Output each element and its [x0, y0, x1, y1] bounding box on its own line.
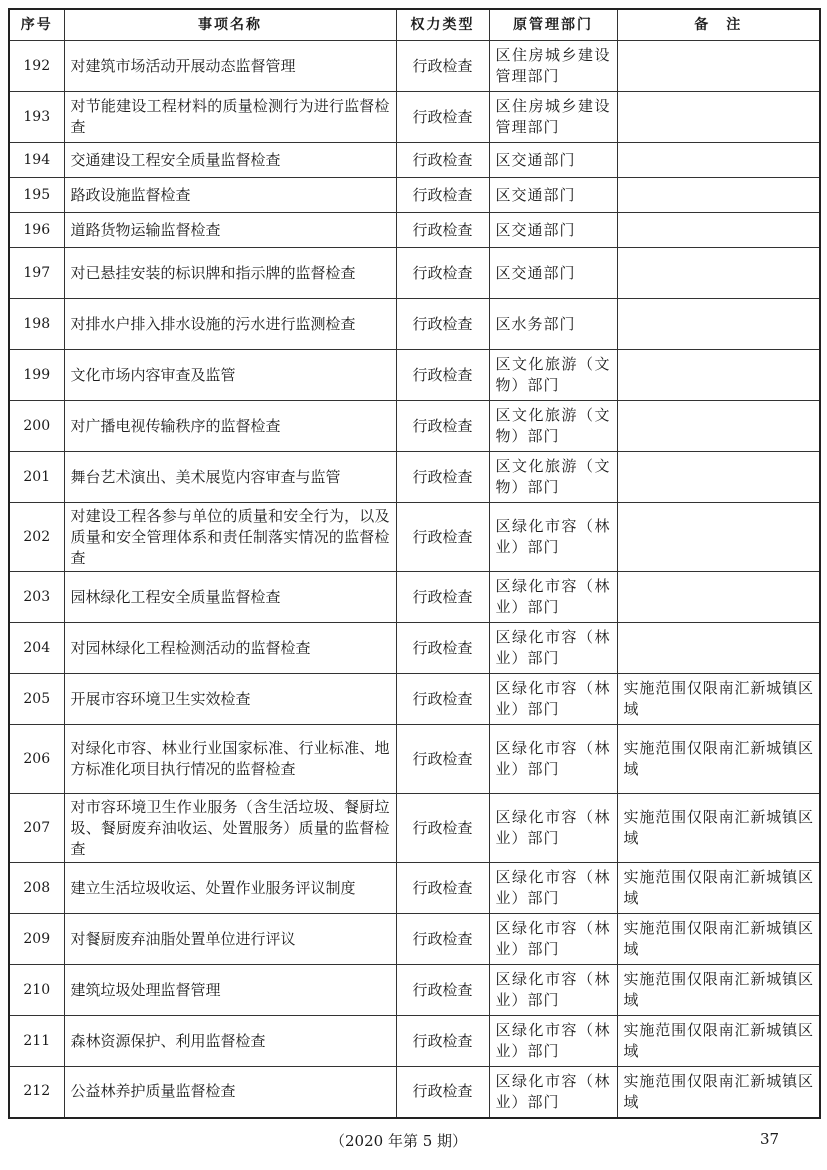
row-power-type: 行政检查	[396, 41, 489, 92]
row-power-type: 行政检查	[396, 794, 489, 863]
row-serial-number: 194	[9, 143, 64, 178]
row-original-department: 区绿化市容（林业）部门	[489, 794, 617, 863]
row-power-type: 行政检查	[396, 401, 489, 452]
row-remarks	[617, 299, 820, 350]
row-original-department: 区文化旅游（文物）部门	[489, 401, 617, 452]
row-remarks	[617, 503, 820, 572]
row-power-type: 行政检查	[396, 452, 489, 503]
row-item-name: 对绿化市容、林业行业国家标准、行业标准、地方标准化项目执行情况的监督检查	[64, 725, 396, 794]
row-remarks: 实施范围仅限南汇新城镇区域	[617, 1016, 820, 1067]
row-remarks	[617, 143, 820, 178]
row-power-type: 行政检查	[396, 503, 489, 572]
power-list-table	[8, 8, 821, 1119]
table-row	[9, 299, 820, 350]
row-remarks	[617, 248, 820, 299]
row-original-department: 区绿化市容（林业）部门	[489, 674, 617, 725]
issue-label: （2020 年第 5 期）	[330, 1132, 468, 1150]
header-serial-number: 序号	[9, 9, 64, 41]
page-number: 37	[760, 1130, 780, 1148]
row-original-department: 区交通部门	[489, 248, 617, 299]
row-item-name: 对市容环境卫生作业服务（含生活垃圾、餐厨垃圾、餐厨废弃油收运、处置服务）质量的监督检查	[64, 794, 396, 863]
row-serial-number: 192	[9, 41, 64, 92]
table-row	[9, 213, 820, 248]
table-row	[9, 572, 820, 623]
row-original-department: 区水务部门	[489, 299, 617, 350]
row-remarks: 实施范围仅限南汇新城镇区域	[617, 1067, 820, 1118]
row-serial-number: 197	[9, 248, 64, 299]
row-power-type: 行政检查	[396, 92, 489, 143]
table-row	[9, 350, 820, 401]
row-original-department: 区绿化市容（林业）部门	[489, 863, 617, 914]
row-power-type: 行政检查	[396, 863, 489, 914]
row-serial-number: 198	[9, 299, 64, 350]
row-remarks	[617, 178, 820, 213]
row-item-name: 公益林养护质量监督检查	[64, 1067, 396, 1118]
row-power-type: 行政检查	[396, 725, 489, 794]
row-item-name: 交通建设工程安全质量监督检查	[64, 143, 396, 178]
row-original-department: 区绿化市容（林业）部门	[489, 503, 617, 572]
table-row	[9, 965, 820, 1016]
row-power-type: 行政检查	[396, 350, 489, 401]
row-item-name: 对建筑市场活动开展动态监督管理	[64, 41, 396, 92]
row-original-department: 区绿化市容（林业）部门	[489, 965, 617, 1016]
row-item-name: 道路货物运输监督检查	[64, 213, 396, 248]
row-serial-number: 212	[9, 1067, 64, 1118]
table-row	[9, 1067, 820, 1118]
row-serial-number: 211	[9, 1016, 64, 1067]
header-item-name: 事项名称	[64, 9, 396, 41]
row-power-type: 行政检查	[396, 1067, 489, 1118]
table-row	[9, 1016, 820, 1067]
row-remarks: 实施范围仅限南汇新城镇区域	[617, 674, 820, 725]
row-original-department: 区绿化市容（林业）部门	[489, 1067, 617, 1118]
row-power-type: 行政检查	[396, 1016, 489, 1067]
row-original-department: 区绿化市容（林业）部门	[489, 572, 617, 623]
row-remarks	[617, 41, 820, 92]
row-serial-number: 207	[9, 794, 64, 863]
row-remarks	[617, 401, 820, 452]
row-original-department: 区绿化市容（林业）部门	[489, 914, 617, 965]
table-row	[9, 41, 820, 92]
row-power-type: 行政检查	[396, 572, 489, 623]
row-power-type: 行政检查	[396, 143, 489, 178]
table-row	[9, 914, 820, 965]
table-row	[9, 178, 820, 213]
row-item-name: 森林资源保护、利用监督检查	[64, 1016, 396, 1067]
row-remarks	[617, 92, 820, 143]
row-original-department: 区绿化市容（林业）部门	[489, 1016, 617, 1067]
row-item-name: 对节能建设工程材料的质量检测行为进行监督检查	[64, 92, 396, 143]
row-serial-number: 193	[9, 92, 64, 143]
row-power-type: 行政检查	[396, 914, 489, 965]
header-power-type: 权力类型	[396, 9, 489, 41]
row-serial-number: 204	[9, 623, 64, 674]
row-remarks	[617, 350, 820, 401]
table-row	[9, 143, 820, 178]
row-item-name: 舞台艺术演出、美术展览内容审查与监管	[64, 452, 396, 503]
row-original-department: 区住房城乡建设管理部门	[489, 92, 617, 143]
row-remarks	[617, 213, 820, 248]
header-original-department: 原管理部门	[489, 9, 617, 41]
row-serial-number: 203	[9, 572, 64, 623]
header-remarks: 备 注	[617, 9, 820, 41]
row-item-name: 对广播电视传输秩序的监督检查	[64, 401, 396, 452]
table-row	[9, 401, 820, 452]
row-item-name: 对餐厨废弃油脂处置单位进行评议	[64, 914, 396, 965]
table-row	[9, 794, 820, 863]
row-serial-number: 196	[9, 213, 64, 248]
row-remarks	[617, 623, 820, 674]
row-serial-number: 200	[9, 401, 64, 452]
row-item-name: 园林绿化工程安全质量监督检查	[64, 572, 396, 623]
row-serial-number: 201	[9, 452, 64, 503]
row-remarks: 实施范围仅限南汇新城镇区域	[617, 965, 820, 1016]
row-remarks: 实施范围仅限南汇新城镇区域	[617, 863, 820, 914]
table-row	[9, 863, 820, 914]
row-original-department: 区交通部门	[489, 143, 617, 178]
row-remarks	[617, 572, 820, 623]
row-item-name: 路政设施监督检查	[64, 178, 396, 213]
document-page	[8, 8, 819, 1119]
row-power-type: 行政检查	[396, 248, 489, 299]
row-original-department: 区交通部门	[489, 213, 617, 248]
page-footer	[0, 1130, 827, 1152]
row-original-department: 区绿化市容（林业）部门	[489, 623, 617, 674]
row-serial-number: 209	[9, 914, 64, 965]
table-row	[9, 248, 820, 299]
table-row	[9, 452, 820, 503]
table-row	[9, 623, 820, 674]
row-item-name: 开展市容环境卫生实效检查	[64, 674, 396, 725]
table-row	[9, 725, 820, 794]
row-original-department: 区绿化市容（林业）部门	[489, 725, 617, 794]
table-row	[9, 92, 820, 143]
row-item-name: 建筑垃圾处理监督管理	[64, 965, 396, 1016]
row-power-type: 行政检查	[396, 674, 489, 725]
row-serial-number: 210	[9, 965, 64, 1016]
row-remarks: 实施范围仅限南汇新城镇区域	[617, 914, 820, 965]
row-original-department: 区交通部门	[489, 178, 617, 213]
table-row	[9, 503, 820, 572]
row-original-department: 区文化旅游（文物）部门	[489, 452, 617, 503]
row-serial-number: 202	[9, 503, 64, 572]
row-power-type: 行政检查	[396, 623, 489, 674]
row-original-department: 区文化旅游（文物）部门	[489, 350, 617, 401]
row-item-name: 文化市场内容审查及监管	[64, 350, 396, 401]
row-remarks: 实施范围仅限南汇新城镇区域	[617, 725, 820, 794]
row-serial-number: 205	[9, 674, 64, 725]
row-power-type: 行政检查	[396, 965, 489, 1016]
row-serial-number: 195	[9, 178, 64, 213]
table-body	[9, 41, 820, 1118]
row-item-name: 对建设工程各参与单位的质量和安全行为，以及质量和安全管理体系和责任制落实情况的监督检查	[64, 503, 396, 572]
table-header-row	[9, 9, 820, 41]
table-row	[9, 674, 820, 725]
row-remarks: 实施范围仅限南汇新城镇区域	[617, 794, 820, 863]
row-serial-number: 208	[9, 863, 64, 914]
row-item-name: 建立生活垃圾收运、处置作业服务评议制度	[64, 863, 396, 914]
row-original-department: 区住房城乡建设管理部门	[489, 41, 617, 92]
row-power-type: 行政检查	[396, 299, 489, 350]
row-power-type: 行政检查	[396, 178, 489, 213]
row-serial-number: 206	[9, 725, 64, 794]
row-item-name: 对排水户排入排水设施的污水进行监测检查	[64, 299, 396, 350]
row-power-type: 行政检查	[396, 213, 489, 248]
row-serial-number: 199	[9, 350, 64, 401]
row-item-name: 对园林绿化工程检测活动的监督检查	[64, 623, 396, 674]
row-item-name: 对已悬挂安装的标识牌和指示牌的监督检查	[64, 248, 396, 299]
row-remarks	[617, 452, 820, 503]
